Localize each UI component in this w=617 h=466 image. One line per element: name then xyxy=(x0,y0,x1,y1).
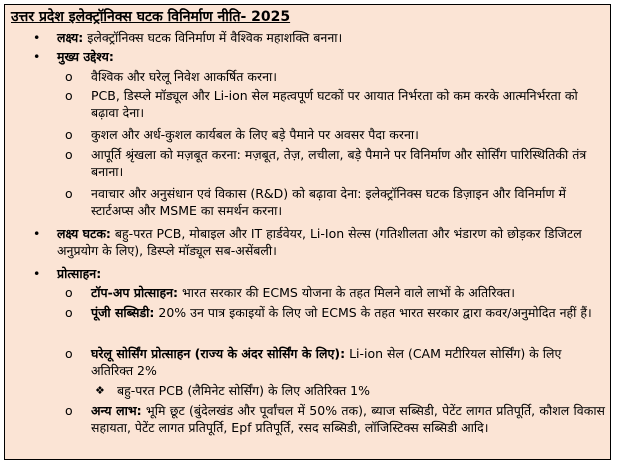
capital-text: 20% उन पात्र इकाइयों के लिए जो ECMS के तहत भारत सरकार द्वारा कवर/अनुमोदित नहीं हैं। xyxy=(154,305,592,320)
target-text: बहु-परत PCB, मोबाइल और IT हार्डवेयर, Li-Ion सेल्स (गतिशीलता और भंडारण को छोड़कर डिजिटल अनुप्रयोग के लिए), डिस्प्ले मॉड्यूल सब-असेंबली। xyxy=(57,226,582,258)
other-label: अन्य लाभ: xyxy=(91,403,142,418)
objective-item: कुशल और अर्ध-कुशल कार्यबल के लिए बड़े पैमाने पर अवसर पैदा करना। xyxy=(91,127,419,142)
objective-item: आपूर्ति श्रृंखला को मज़बूत करना: मज़बूत, तेज़, लचीला, बड़े पैमाने पर विनिर्माण और सोर्सिंग पारिस्थितिकी तंत्र बनाना। xyxy=(91,147,587,179)
circle-bullet-icon: o xyxy=(65,305,73,320)
policy-box xyxy=(4,4,611,460)
target-item xyxy=(57,225,605,259)
objectives-label: मुख्य उद्देश्य: xyxy=(57,49,114,64)
circle-bullet-icon: o xyxy=(65,69,73,84)
topup-item xyxy=(91,284,605,301)
bullet-icon: • xyxy=(33,226,41,241)
aim-label: लक्ष्य: xyxy=(57,30,84,45)
circle-bullet-icon: o xyxy=(65,88,73,103)
aim-item xyxy=(57,29,605,46)
topup-text: भारत सरकार की ECMS योजना के तहत मिलने वाले लाभों के अतिरिक्त। xyxy=(178,285,516,300)
circle-bullet-icon: o xyxy=(65,346,73,361)
bullet-icon: • xyxy=(33,30,41,45)
sourcing-text: Li-ion सेल (CAM मटीरियल सोर्सिंग) के लिए अतिरिक्त 2% xyxy=(91,346,562,378)
diamond-bullet-icon: ❖ xyxy=(95,384,105,397)
other-benefits-item xyxy=(91,402,605,436)
objective-item: नवाचार और अनुसंधान एवं विकास (R&D) को बढ़ावा देना: इलेक्ट्रॉनिक्स घटक डिज़ाइन और विनिर्माण में स्टार्टअप्स और MSME का समर्थन करना। xyxy=(91,186,566,218)
page-title: उत्तर प्रदेश इलेक्ट्रॉनिक्स घटक विनिर्माण नीति- 2025 xyxy=(11,9,291,25)
other-text: भूमि छूट (बुंदेलखंड और पूर्वांचल में 50% तक), ब्याज सब्सिडी, पेटेंट लागत प्रतिपूर्ति, कौशल विकास सहायता, पेटेंट लागत प्रतिपूर्ति, Epf प्रतिपूर्ति, रसद सब्सिडी, लॉजिस्टिक्स सब्सिडी आदि। xyxy=(91,403,606,435)
circle-bullet-icon: o xyxy=(65,403,73,418)
circle-bullet-icon: o xyxy=(65,127,73,142)
pcb-sourcing-item: बहु-परत PCB (लैमिनेट सोर्सिंग) के लिए अतिरिक्त 1% xyxy=(117,383,371,398)
bullet-icon: • xyxy=(33,266,41,281)
objective-item: वैश्विक और घरेलू निवेश आकर्षित करना। xyxy=(91,69,278,84)
target-label: लक्ष्य घटक: xyxy=(57,226,111,241)
aim-text: इलेक्ट्रॉनिक्स घटक विनिर्माण में वैश्विक महाशक्ति बनना। xyxy=(83,30,343,45)
circle-bullet-icon: o xyxy=(65,147,73,162)
domestic-sourcing-item xyxy=(91,345,605,379)
topup-label: टॉप-अप प्रोत्साहन: xyxy=(91,285,179,300)
sourcing-label: घरेलू सोर्सिंग प्रोत्साहन (राज्य के अंदर सोर्सिंग के लिए): xyxy=(91,346,346,361)
incentives-label: प्रोत्साहन: xyxy=(57,266,102,281)
circle-bullet-icon: o xyxy=(65,285,73,300)
circle-bullet-icon: o xyxy=(65,186,73,201)
capital-subsidy-item xyxy=(91,304,605,321)
objective-item: PCB, डिस्प्ले मॉड्यूल और Li-ion सेल महत्वपूर्ण घटकों पर आयात निर्भरता को कम करके आत्मनिर्भरता को बढ़ावा देना। xyxy=(91,88,578,120)
bullet-icon: • xyxy=(33,49,41,64)
capital-label: पूंजी सब्सिडी: xyxy=(91,305,155,320)
